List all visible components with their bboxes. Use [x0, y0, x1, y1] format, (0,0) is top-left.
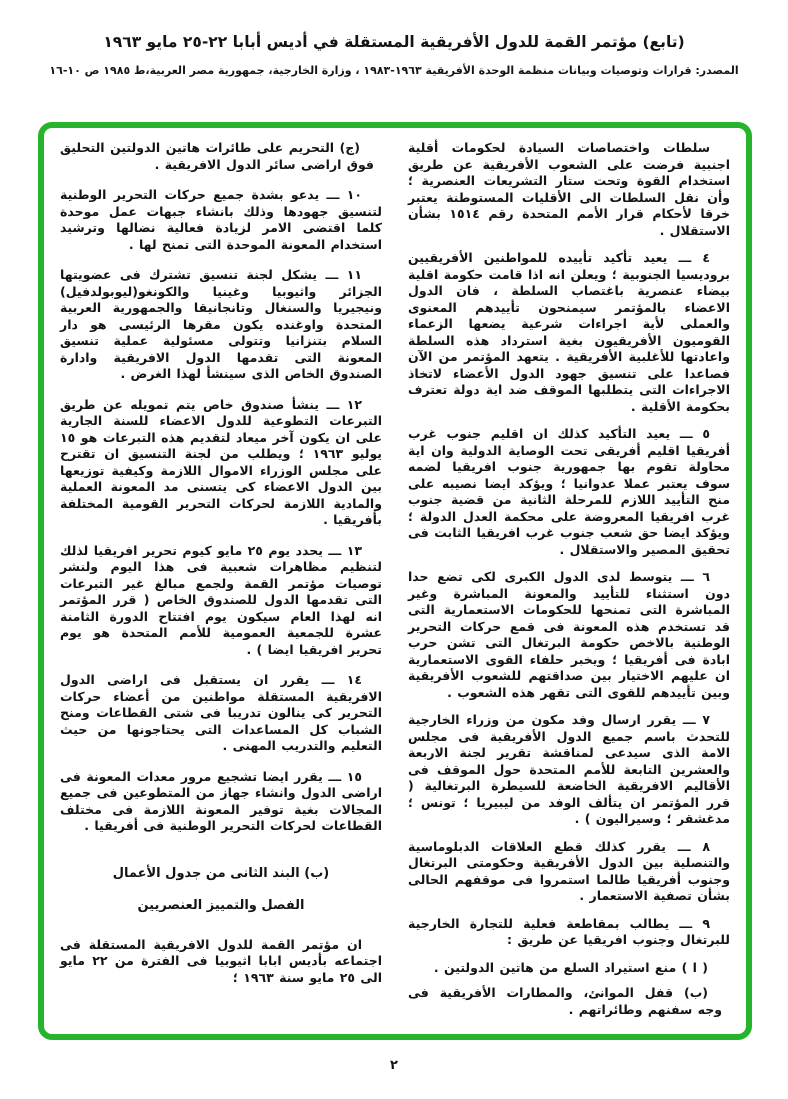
resolution-item-7: ٧ ـــ يقرر ارسال وفد مكون من وزراء الخارجية للتحدث باسم جميع الدول الأفريقية فى مجلس الامة الذى سيدعى لمناقشة تقرير لجنة الاربعة والعشرين التابعة للأمم المتحدة حول الموقف فى الأقاليم الافريقية الخاضعة للسيطرة البرتغالية ( قرر المؤتمر ان يتألف الوفد من ليبيريا ؛ تونس ؛ مدغشقر ؛ وسيراليون ) .	[408, 712, 730, 826]
two-column-layout	[44, 128, 746, 1034]
resolution-item-5: ٥ ـــ يعيد التأكيد كذلك ان اقليم جنوب غرب أفريقيا اقليم أفريقى تحت الوصاية الدولية وان اية محاولة تقوم بها جمهورية جنوب افريقيا لضمه سوف يعتبر عملا عدوانيا ؛ ويؤكد ايضا نصيبه على منح التأييد اللازم للمرحلة الثانية من قضية جنوب غرب افريقيا المعروضة على محكمة العدل الدولة ؛ ويؤكد ايضا حق شعب جنوب غرب افريقيا الثابت فى تحقيق المصير والاستقلال .	[408, 426, 730, 557]
resolution-item-8: ٨ ـــ يقرر كذلك قطع العلاقات الدبلوماسية والتنصلية بين الدول الأفريقية وحكومتى البرتغال وجنوب أفريقيا طالما استمروا فى موقفهم الحالى بشأن تصفية الاستعمار .	[408, 838, 730, 903]
page-number: ٢	[390, 1058, 398, 1073]
resolution-item-14: ١٤ ـــ يقرر ان يستقبل فى اراضى الدول الافريقية المستقلة مواطنين من أعضاء حركات التحرير كى ينالون تدريبا فى شتى القطاعات ومنح الشباب كل المساعدات التى يحتاجونها من حيث التعليم والتدريب المهنى .	[60, 672, 382, 753]
closing-paragraph: ان مؤتمر القمة للدول الافريقية المستقلة فى اجتماعه بأديس ابابا اثيوبيا فى الفترة من ٢٢ مايو الى ٢٥ مايو سنة ١٩٦٣ ؛	[60, 936, 382, 985]
column-right	[408, 140, 730, 1026]
resolution-item-4: ٤ ـــ يعيد تأكيد تأييده للمواطنين الأفريقيين بروديسيا الجنوبية ؛ ويعلن انه اذا قامت حكومة اقلية بيضاء عنصرية باغتصاب السلطة ، فان الدول الاعضاء بالمؤتمر سيمنحون تأييدهم المعنوى والعملى لأية اجراءات شرعية يضعها الزعماء القوميون الأفريقيون بغية استرداد هذه السلطة واعادتها للأغلبية الأفريقية . يتعهد المؤتمر من الآن فصاعدا على تنسيق جهود الدول الأعضاء لاتخاذ الاجراءات التى يتطلبها الموقف ضد اية دولة تعترف بحكومة الأقلية .	[408, 250, 730, 414]
resolution-item-12: ١٢ ـــ ينشأ صندوق خاص يتم تمويله عن طريق التبرعات التطوعية للدول الاعضاء للسنة الجارية على ان يكون آخر ميعاد لتقديم هذه التبرعات هو ١٥ يوليو ١٩٦٣ ؛ ويطلب من لجنة التنسيق ان تقترح على مجلس الوزراء الاموال اللازمة وكيفية توزيعها بين الدول الاعضاء كى يتسنى مد المعونة العملية والمادية اللازمة لحركات التحرير القومية المختلفة بأفريقيا .	[60, 396, 382, 527]
resolution-item-11: ١١ ـــ يشكل لجنة تنسيق تشترك فى عضويتها الجزائر واثيوبيا وغينيا والكونغو(ليوبولدفيل) ونيجيريا والسنغال وتانجانيقا والجمهورية العربية المتحدة واوغنده يكون مقرها الرئيسى هو دار السلام بتنزانيا وتتولى مسئولية عملية تنسيق المعونة التى تقدمها الدول الافريقية وادارة الصندوق الخاص الذى سينشأ لهذا الغرض .	[60, 267, 382, 381]
resolution-item-9: ٩ ـــ يطالب بمقاطعة فعلية للتجارة الخارجية للبرتغال وجنوب افريقيا عن طريق :	[408, 915, 730, 947]
column-left	[60, 140, 382, 1026]
resolution-item-10: ١٠ ـــ يدعو بشدة جميع حركات التحرير الوطنية لتنسيق جهودها وذلك بانشاء جبهات عمل موحدة كلما اقتضى الامر لزيادة فعالية نضالها وترشيد استخدام المعونة الموحدة التى تمنح لها .	[60, 187, 382, 252]
section-heading-apartheid: الفصل والتمييز العنصريين	[137, 897, 305, 913]
sub-item-a: ( ا ) منع استيراد السلع من هاتين الدولتين .	[433, 959, 708, 975]
highlight-border-box	[38, 122, 752, 1040]
resolution-item-13: ١٣ ـــ يحدد يوم ٢٥ مايو كيوم تحرير افريقيا لذلك لتنظيم مظاهرات شعبية فى هذا اليوم ولنشر توصيات مؤتمر القمة ولجمع مبالغ غير التبرعات التى تقدمها الدول للصندوق الخاص ( قرر المؤتمر انه لهذا العام سيكون يوم افتتاح الدورة الثامنة عشرة للجمعية العمومية للأمم المتحدة هو يوم تحرير افريقيا ايضا ) .	[60, 542, 382, 657]
section-heading-agenda-item: (ب) البند الثانى من جدول الأعمال	[112, 865, 330, 881]
sub-item-b: (ب) قفل الموانئ، والمطارات الأفريقية فى وجه سفنهم وطائراتهم .	[408, 985, 722, 1017]
paragraph-continuation: سلطات واختصاصات السيادة لحكومات أقلية اجنبية فرضت على الشعوب الأفريقية عن طريق استخدام القوة وتحت ستار التشريعات العنصرية ؛ وأن نقل السلطات الى الأقليات المستوطنة يعتبر خرقا لأحكام قرار الأمم المتحدة رقم ١٥١٤ بشأن الاستقلال .	[408, 140, 730, 238]
sub-item-c: (ج) التحريم على طائرات هاتين الدولتين التحليق فوق اراضى سائر الدول الافريقية .	[60, 140, 374, 172]
source-citation: المصدر: قرارات وتوصيات وبيانات منظمة الوحدة الأفريقية ١٩٦٣-١٩٨٣ ، وزارة الخارجية، جمهورية مصر العربية،ط ١٩٨٥ ص ١٠-١٦	[49, 64, 739, 77]
page-title: (تابع) مؤتمر القمة للدول الأفريقية المستقلة في أديس أبابا ٢٢-٢٥ مايو ١٩٦٣	[103, 33, 685, 51]
resolution-item-6: ٦ ـــ يتوسط لدى الدول الكبرى لكى تضع حدا دون استثناء للتأييد والمعونة المباشرة وغير المباشرة التى تمنحها للحكومات الاستعمارية التى قد تستخدم هذه المعونة فى قمع حركات التحرير الوطنية بالاخص حكومة البرتغال التى تشن حرب ابادة فى أفريقيا ؛ ويخبر حلفاء القوى الاستعمارية ان عليهم الاختيار بين صداقتهم للشعوب الأفريقية وبين تأييدهم للقوى التى تقهر هذه الشعوب .	[408, 569, 730, 700]
resolution-item-15: ١٥ ـــ يقرر ايضا تشجيع مرور معدات المعونة فى اراضى الدول وانشاء جهاز من المتطوعين فى جميع المجالات بغية توفير المعونة اللازمة فى مختلف القطاعات لحركات التحرير الوطنية فى أفريقيا .	[60, 768, 382, 833]
